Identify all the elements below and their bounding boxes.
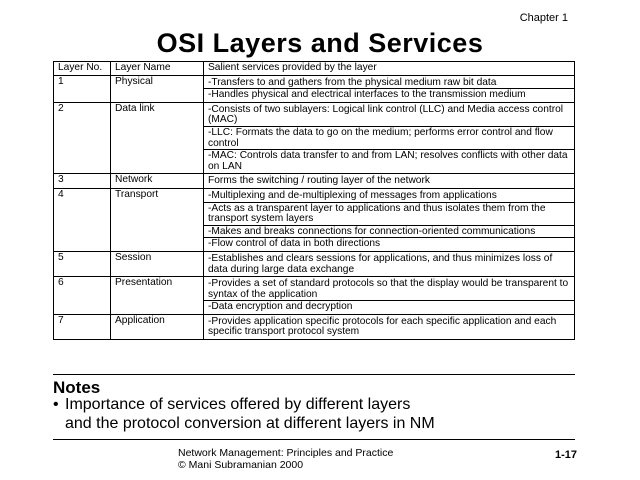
table-row — [54, 188, 575, 251]
layer-name: Session — [111, 251, 204, 276]
notes-divider-top — [53, 374, 575, 375]
layer-name: Physical — [111, 75, 204, 102]
layer-name: Transport — [111, 188, 204, 251]
table-row — [54, 102, 575, 174]
layer-services — [204, 314, 575, 339]
table-header-row — [54, 62, 575, 76]
layer-number: 3 — [54, 174, 111, 189]
table-row — [54, 75, 575, 102]
layer-name: Presentation — [111, 277, 204, 315]
footer-divider — [53, 439, 575, 440]
footer-line-2: © Mani Subramanian 2000 — [178, 459, 304, 471]
slide-title: OSI Layers and Services — [156, 28, 484, 58]
layer-name: Network — [111, 174, 204, 189]
layer-name: Application — [111, 314, 204, 339]
service-item: -Handles physical and electrical interfaces to the transmission medium — [208, 89, 526, 101]
chapter-label: Chapter 1 — [519, 12, 568, 24]
table-body — [54, 75, 575, 339]
header-layer-name: Layer Name — [111, 62, 204, 76]
osi-layers-table — [53, 61, 575, 340]
service-item: -Provides application specific protocols for each specific application and each specific transport protocol system — [208, 315, 557, 338]
layer-number: 1 — [54, 75, 111, 102]
notes-heading: Notes — [53, 378, 101, 397]
layer-number: 2 — [54, 102, 111, 174]
header-layer-no: Layer No. — [54, 62, 111, 76]
layer-name: Data link — [111, 102, 204, 174]
service-item: -Establishes and clears sessions for applications, and thus minimizes loss of data during large data exchange — [208, 252, 553, 275]
layer-services — [204, 188, 575, 251]
service-item: -Provides a set of standard protocols so that the display would be transparent to syntax of the application — [204, 278, 574, 301]
service-item: -MAC: Controls data transfer to and from LAN; resolves conflicts with other data on LAN — [208, 150, 568, 172]
layer-services — [204, 102, 575, 174]
layer-services — [204, 75, 575, 102]
bullet-icon: • — [53, 396, 59, 413]
layer-number: 7 — [54, 314, 111, 339]
notes-line-2: and the protocol conversion at different layers in NM — [65, 415, 435, 432]
service-item: -Transfers to and gathers from the physical medium raw bit data — [204, 77, 574, 90]
header-services: Salient services provided by the layer — [204, 62, 575, 76]
layer-number: 6 — [54, 277, 111, 315]
layer-services — [204, 251, 575, 276]
notes-bullet — [53, 395, 613, 433]
service-item: Forms the switching / routing layer of the network — [208, 175, 430, 187]
service-item: -Consists of two sublayers: Logical link control (LLC) and Media access control (MAC) — [204, 104, 574, 127]
service-item: -Flow control of data in both directions — [208, 238, 381, 250]
footer-text — [178, 447, 393, 471]
service-item: -LLC: Formats the data to go on the medium; performs error control and flow control — [204, 127, 574, 150]
layer-number: 4 — [54, 188, 111, 251]
service-item: -Multiplexing and de-multiplexing of messages from applications — [204, 190, 574, 203]
table-row — [54, 174, 575, 189]
table-row — [54, 277, 575, 315]
page-number: 1-17 — [555, 449, 578, 461]
service-item: -Makes and breaks connections for connection-oriented communications — [204, 226, 574, 239]
service-item: -Data encryption and decryption — [208, 301, 353, 313]
notes-line-1: Importance of services offered by different layers — [65, 396, 411, 413]
service-item: -Acts as a transparent layer to applications and thus isolates them from the transport system layers — [204, 203, 574, 226]
table-row — [54, 251, 575, 276]
footer-line-1: Network Management: Principles and Practice — [178, 447, 394, 459]
table-row — [54, 314, 575, 339]
layer-services — [204, 174, 575, 189]
layer-number: 5 — [54, 251, 111, 276]
layer-services — [204, 277, 575, 315]
